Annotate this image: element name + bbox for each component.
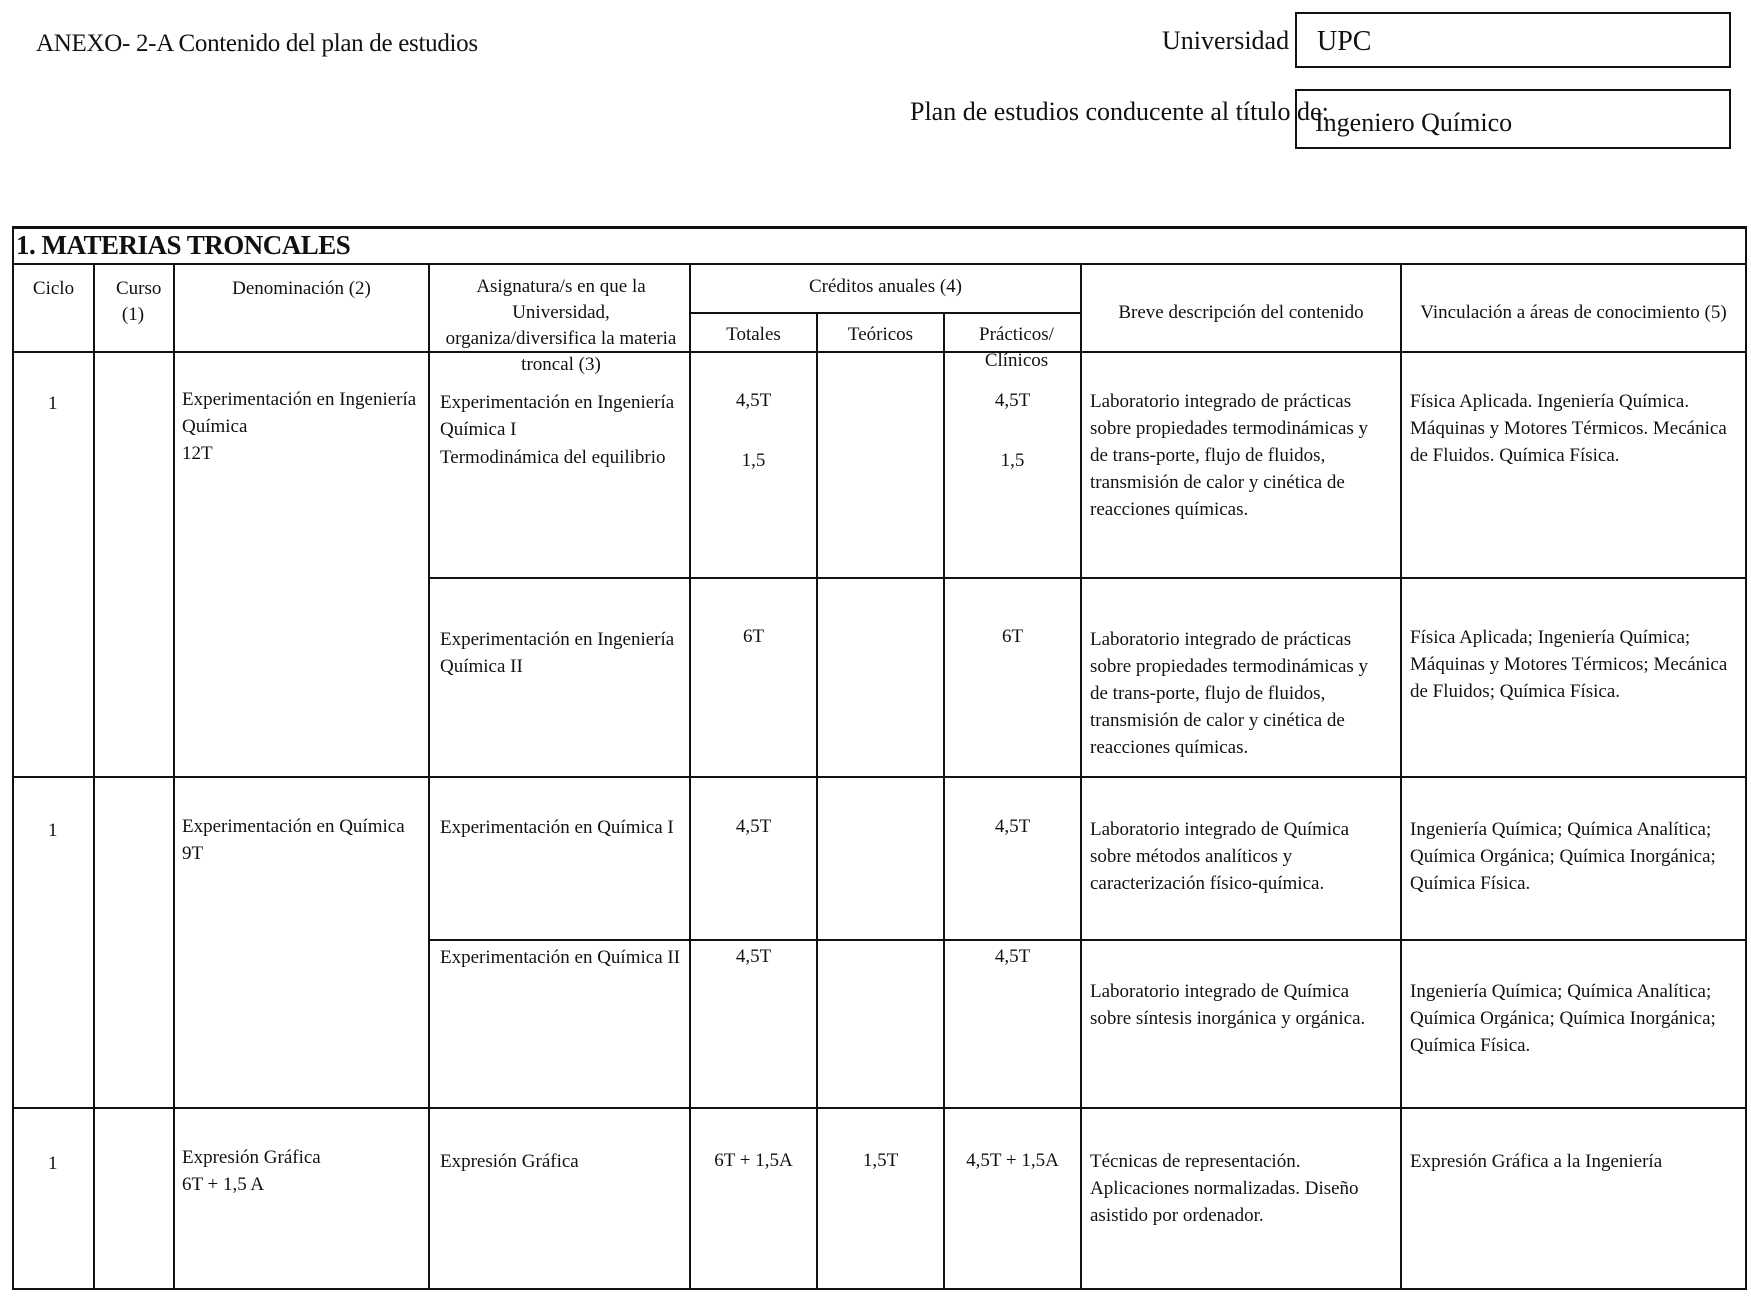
g3r1-teoricos: 1,5T <box>862 1150 899 1171</box>
section-title: 1. MATERIAS TRONCALES <box>16 230 351 260</box>
g1r2-descripcion: Laboratorio integrado de prácticas sobre propiedades termodinámicas y de trans-porte, flujo de fluidos, transmisión de calor y cinética de reacciones químicas. <box>1090 629 1369 758</box>
g1r2-totales: 6T <box>742 626 765 647</box>
group2-denominacion-credits: 9T <box>182 843 204 864</box>
col-border-left <box>12 226 14 1290</box>
header-creditos: Créditos anuales (4) <box>808 276 962 297</box>
g1r2-asignatura: Experimentación en Ingeniería Química II <box>440 629 675 677</box>
header-descripcion: Breve descripción del contenido <box>1118 302 1364 323</box>
g3r1-descripcion: Técnicas de representación. Aplicaciones normalizadas. Diseño asistido por ordenador. <box>1090 1151 1359 1226</box>
g2r2-asignatura: Experimentación en Química II <box>440 947 681 968</box>
g2r1-practicos: 4,5T <box>994 816 1031 837</box>
header-totales: Totales <box>726 324 781 345</box>
header-ciclo: Ciclo <box>32 278 75 299</box>
col-border-descripcion <box>1400 263 1402 1290</box>
g2r1-vinculacion: Ingeniería Química; Química Analítica; Química Orgánica; Química Inorgánica; Química Física. <box>1410 819 1716 894</box>
col-border-curso <box>173 263 175 1290</box>
g2r2-totales: 4,5T <box>735 946 772 967</box>
col-border-asignatura <box>689 263 691 1290</box>
header-asignatura: Asignatura/s en que la Universidad, organiza/diversifica la materia troncal (3) <box>445 276 677 375</box>
document-title: ANEXO- 2-A Contenido del plan de estudios <box>36 30 478 57</box>
group1-denominacion-credits: 12T <box>182 443 213 464</box>
plan-value: Ingeniero Químico <box>1315 108 1513 137</box>
header-top-line <box>12 263 1747 265</box>
group3-denominacion: Expresión Gráfica <box>182 1147 321 1168</box>
group3-ciclo: 1 <box>48 1153 58 1174</box>
universidad-box <box>1295 12 1731 68</box>
g1r2-practicos: 6T <box>1001 626 1024 647</box>
g3r1-practicos: 4,5T + 1,5A <box>966 1150 1059 1171</box>
row-divider-2 <box>428 939 1747 941</box>
group-divider-1 <box>12 776 1747 778</box>
g1r1-descripcion: Laboratorio integrado de prácticas sobre propiedades termodinámicas y de trans-porte, flujo de fluidos, transmisión de calor y cinética de reacciones químicas. <box>1090 391 1369 520</box>
group-divider-2 <box>12 1107 1747 1109</box>
universidad-label: Universidad <box>1162 26 1290 55</box>
header-denominacion: Denominación (2) <box>232 278 371 299</box>
g2r1-totales: 4,5T <box>735 816 772 837</box>
group3-denominacion-credits: 6T + 1,5 A <box>182 1174 265 1195</box>
g1r1-asignatura-2: Termodinámica del equilibrio <box>440 447 666 468</box>
g2r1-asignatura: Experimentación en Química I <box>440 817 674 838</box>
g1r1-practicos-2: 1,5 <box>1000 450 1025 471</box>
g2r2-descripcion: Laboratorio integrado de Química sobre síntesis inorgánica y orgánica. <box>1090 981 1366 1029</box>
header-curso: Curso (1) <box>116 278 162 325</box>
group2-ciclo: 1 <box>48 820 58 841</box>
group1-ciclo: 1 <box>48 393 58 414</box>
header-practicos: Prácticos/ Clínicos <box>979 324 1054 371</box>
col-border-practicos <box>1080 263 1082 1290</box>
col-border-ciclo <box>93 263 95 1290</box>
g1r1-totales-1: 4,5T <box>735 390 772 411</box>
header-bottom-line <box>12 351 1747 353</box>
g1r1-practicos-1: 4,5T <box>994 390 1031 411</box>
g1r2-vinculacion: Física Aplicada; Ingeniería Química; Máquinas y Motores Térmicos; Mecánica de Fluidos; Química Física. <box>1410 627 1728 702</box>
g2r2-vinculacion: Ingeniería Química; Química Analítica; Química Orgánica; Química Inorgánica; Química Física. <box>1410 981 1716 1056</box>
materias-table <box>12 226 1747 1290</box>
group2-denominacion: Experimentación en Química <box>182 816 405 837</box>
g1r1-asignatura-1: Experimentación en Ingeniería Química I <box>440 392 675 440</box>
table-top-border <box>12 226 1747 229</box>
g3r1-totales: 6T + 1,5A <box>714 1150 793 1171</box>
universidad-value: UPC <box>1317 26 1372 57</box>
g2r2-practicos: 4,5T <box>994 946 1031 967</box>
g2r1-descripcion: Laboratorio integrado de Química sobre métodos analíticos y caracterización físico-química. <box>1090 819 1350 894</box>
creditos-sub-line <box>689 312 1082 314</box>
group1-denominacion: Experimentación en Ingeniería Química <box>182 389 417 437</box>
g3r1-vinculacion: Expresión Gráfica a la Ingeniería <box>1410 1151 1663 1172</box>
plan-box <box>1295 89 1731 149</box>
g1r1-totales-2: 1,5 <box>741 450 766 471</box>
g1r1-vinculacion: Física Aplicada. Ingeniería Química. Máquinas y Motores Térmicos. Mecánica de Fluidos. Química Física. <box>1410 391 1727 466</box>
col-border-totales <box>816 312 818 1290</box>
col-border-teoricos <box>943 312 945 1290</box>
g3r1-asignatura: Expresión Gráfica <box>440 1151 579 1172</box>
col-border-right <box>1745 226 1747 1290</box>
col-border-denominacion <box>428 263 430 1290</box>
table-bottom-border <box>12 1288 1747 1290</box>
row-divider-1 <box>428 577 1747 579</box>
header-vinculacion: Vinculación a áreas de conocimiento (5) <box>1420 302 1727 323</box>
plan-label: Plan de estudios conducente al título de: <box>910 97 1329 126</box>
header-teoricos: Teóricos <box>847 324 914 345</box>
